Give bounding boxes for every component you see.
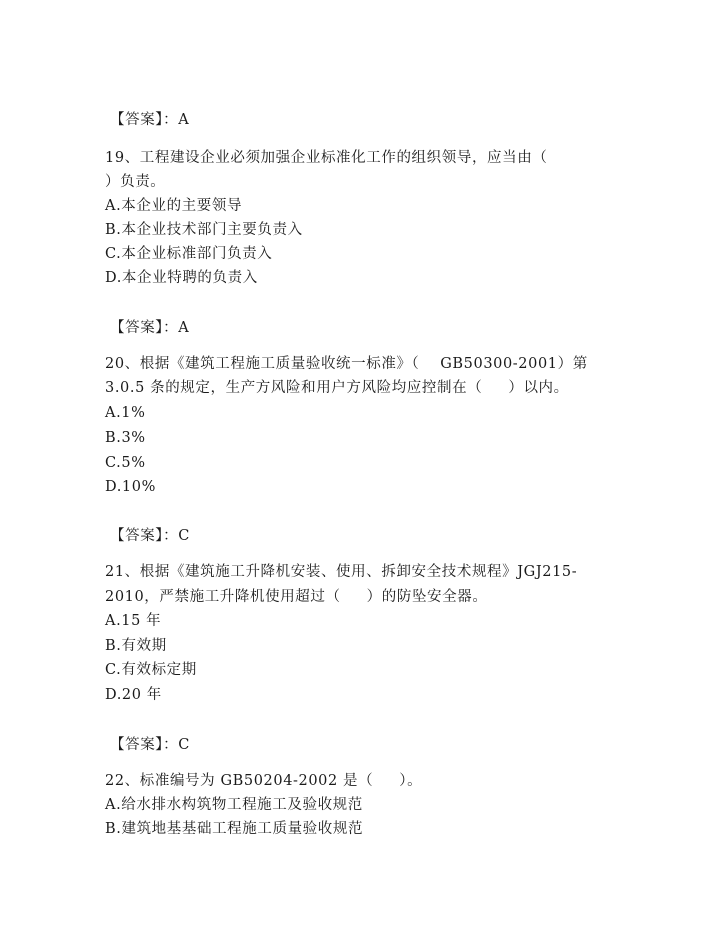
- option-c: C.5%: [105, 455, 146, 471]
- option-a: A.15 年: [105, 613, 162, 629]
- question-19-line-1: 19、工程建设企业必须加强企业标准化工作的组织领导，应当由（: [105, 150, 548, 166]
- question-19-line-2: ）负责。: [105, 174, 166, 190]
- answer-line: 【答案】：A: [110, 112, 190, 128]
- option-d: D.本企业特聘的负责入: [105, 270, 258, 286]
- question-20-line-1: 20、根据《建筑工程施工质量验收统一标准》（ GB50300-2001）第: [105, 356, 588, 372]
- option-a: A.1%: [105, 405, 146, 421]
- option-a: A.本企业的主要领导: [105, 198, 243, 214]
- option-c: C.本企业标准部门负责入: [105, 246, 273, 262]
- answer-line: 【答案】：C: [110, 528, 190, 544]
- option-d: D.20 年: [105, 687, 162, 703]
- option-b: B.有效期: [105, 638, 167, 654]
- question-22-line-1: 22、标准编号为 GB50204-2002 是（ ）。: [105, 773, 423, 789]
- option-d: D.10%: [105, 479, 156, 495]
- answer-line: 【答案】：A: [110, 320, 190, 336]
- question-20-line-2: 3.0.5 条的规定，生产方风险和用户方风险均应控制在（ ）以内。: [105, 380, 569, 396]
- option-b: B.本企业技术部门主要负责入: [105, 222, 303, 238]
- answer-line: 【答案】：C: [110, 737, 190, 753]
- option-b: B.建筑地基基础工程施工质量验收规范: [105, 821, 364, 837]
- option-b: B.3%: [105, 430, 146, 446]
- question-21-line-2: 2010，严禁施工升降机使用超过（ ）的防坠安全器。: [105, 589, 488, 605]
- option-a: A.给水排水构筑物工程施工及验收规范: [105, 797, 363, 813]
- option-c: C.有效标定期: [105, 662, 197, 678]
- question-21-line-1: 21、根据《建筑施工升降机安装、使用、拆卸安全技术规程》JGJ215-: [105, 564, 578, 580]
